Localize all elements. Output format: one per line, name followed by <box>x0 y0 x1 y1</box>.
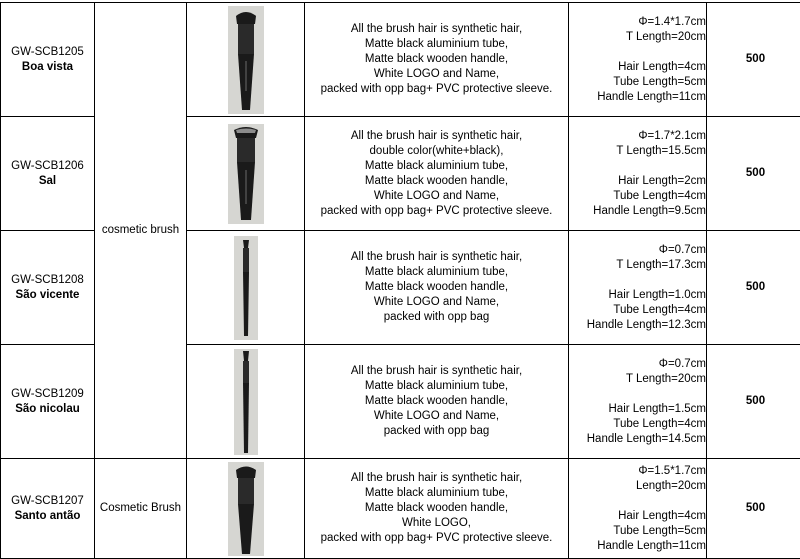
quantity-cell <box>707 3 800 117</box>
description-line: Matte black aluminium tube, <box>364 380 509 392</box>
product-code: GW-SCB1206 <box>11 159 84 172</box>
dimension-line: Hair Length=4cm <box>618 509 706 522</box>
product-photo-cell <box>187 117 305 231</box>
duo-fibre-brush-icon <box>228 124 264 224</box>
dimension-line: Hair Length=2cm <box>618 174 706 187</box>
quantity-cell <box>707 231 800 345</box>
product-code: GW-SCB1205 <box>11 45 84 58</box>
category-label: cosmetic brush <box>101 224 180 236</box>
dimension-line: Handle Length=14.5cm <box>586 432 706 445</box>
category-cell <box>95 459 187 559</box>
description-line: Matte black wooden handle, <box>364 281 509 293</box>
dimension-line: Tube Length=4cm <box>613 189 706 202</box>
dimension-line: Hair Length=1.5cm <box>608 402 706 415</box>
product-code-cell <box>1 3 95 117</box>
description-line: Matte black wooden handle, <box>364 53 509 65</box>
product-code: GW-SCB1207 <box>11 494 84 507</box>
quantity-cell <box>707 345 800 459</box>
dimension-line: Tube Length=4cm <box>613 417 706 430</box>
description-line: packed with opp bag <box>383 311 490 323</box>
quantity-value: 500 <box>745 53 766 65</box>
product-photo-cell <box>187 3 305 117</box>
category-label: Cosmetic Brush <box>99 502 182 514</box>
flat-top-brush-icon <box>228 6 264 114</box>
product-name: São vicente <box>15 288 80 301</box>
dimension-line: Tube Length=5cm <box>613 524 706 537</box>
description-line: White LOGO and Name, <box>373 296 500 308</box>
thin-detail-brush-icon <box>234 236 258 340</box>
description-line: Matte black aluminium tube, <box>364 159 509 172</box>
description-line: Matte black aluminium tube, <box>364 266 509 278</box>
dimension-line: Handle Length=9.5cm <box>593 204 706 217</box>
description-line: double color(white+black), <box>369 144 504 157</box>
description-line: packed with opp bag <box>383 425 490 437</box>
description-line: All the brush hair is synthetic hair, <box>350 129 523 142</box>
description-line: packed with opp bag+ PVC protective sleeve. <box>320 532 553 544</box>
dimension-line: T Length=20cm <box>625 372 706 385</box>
description-line: White LOGO and Name, <box>373 189 500 202</box>
dimension-line: T Length=17.3cm <box>616 258 706 271</box>
description-cell <box>305 459 569 559</box>
product-spec-table <box>0 2 800 559</box>
description-line: All the brush hair is synthetic hair, <box>350 365 523 377</box>
product-code-cell <box>1 231 95 345</box>
table-row <box>1 3 800 117</box>
flat-top-brush-icon <box>228 462 264 556</box>
description-line: White LOGO and Name, <box>373 410 500 422</box>
description-line: All the brush hair is synthetic hair, <box>350 251 523 263</box>
dimension-line: Hair Length=1.0cm <box>608 288 706 301</box>
description-line: White LOGO, <box>401 517 472 529</box>
dimension-line: T Length=20cm <box>625 30 706 43</box>
dimension-line: Φ=1.7*2.1cm <box>638 129 706 142</box>
product-photo-cell <box>187 231 305 345</box>
dimensions-cell <box>569 345 707 459</box>
dimensions-cell <box>569 117 707 231</box>
product-code: GW-SCB1209 <box>11 387 84 400</box>
product-name: Boa vista <box>21 60 74 73</box>
dimensions-cell <box>569 459 707 559</box>
dimension-line: Tube Length=5cm <box>613 75 706 88</box>
description-line: packed with opp bag+ PVC protective sleeve. <box>320 83 553 95</box>
dimension-line: Handle Length=11cm <box>597 539 706 552</box>
quantity-value: 500 <box>745 281 766 293</box>
dimension-line: Handle Length=12.3cm <box>586 318 706 331</box>
product-code: GW-SCB1208 <box>11 273 84 286</box>
quantity-value: 500 <box>745 502 766 514</box>
description-line: Matte black wooden handle, <box>364 502 509 514</box>
quantity-cell <box>707 459 800 559</box>
product-name: Sal <box>38 174 57 187</box>
dimension-line: Hair Length=4cm <box>618 60 706 73</box>
dimension-line: Tube Length=4cm <box>613 303 706 316</box>
description-line: Matte black aluminium tube, <box>364 38 509 50</box>
description-line: Matte black wooden handle, <box>364 174 509 187</box>
thin-detail-brush-icon <box>234 349 258 455</box>
dimension-line: Φ=1.5*1.7cm <box>638 464 706 477</box>
description-line: All the brush hair is synthetic hair, <box>350 472 523 484</box>
product-name: Santo antão <box>14 509 81 522</box>
quantity-value: 500 <box>745 395 766 407</box>
dimensions-cell <box>569 3 707 117</box>
category-cell <box>95 3 187 459</box>
quantity-value: 500 <box>745 167 766 179</box>
dimension-line: Length=20cm <box>635 479 706 492</box>
product-code-cell <box>1 345 95 459</box>
dimension-line: Handle Length=11cm <box>597 90 706 103</box>
product-name: São nicolau <box>15 402 80 415</box>
product-photo-cell <box>187 459 305 559</box>
description-cell <box>305 3 569 117</box>
description-line: packed with opp bag+ PVC protective sleeve. <box>320 204 553 217</box>
dimension-line: Φ=1.4*1.7cm <box>638 15 706 28</box>
table-row <box>1 459 800 559</box>
dimensions-cell <box>569 231 707 345</box>
description-cell <box>305 117 569 231</box>
description-line: Matte black wooden handle, <box>364 395 509 407</box>
description-line: White LOGO and Name, <box>373 68 500 80</box>
description-line: Matte black aluminium tube, <box>364 487 509 499</box>
product-photo-cell <box>187 345 305 459</box>
dimension-line: Φ=0.7cm <box>658 357 706 370</box>
dimension-line: Φ=0.7cm <box>658 243 706 256</box>
dimension-line: T Length=15.5cm <box>616 144 706 157</box>
description-line: All the brush hair is synthetic hair, <box>350 23 523 35</box>
description-cell <box>305 345 569 459</box>
description-cell <box>305 231 569 345</box>
product-code-cell <box>1 459 95 559</box>
product-code-cell <box>1 117 95 231</box>
quantity-cell <box>707 117 800 231</box>
